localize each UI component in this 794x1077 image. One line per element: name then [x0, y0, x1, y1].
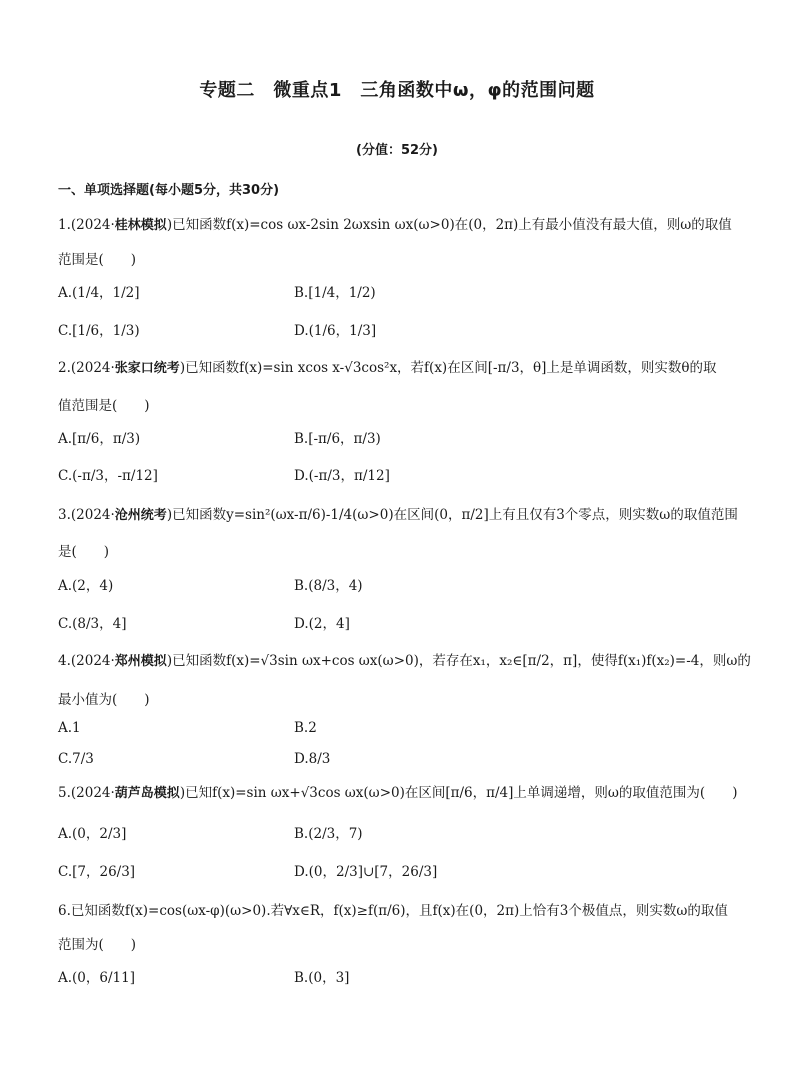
- q1-option-b: B.[1/4，1/2): [294, 285, 376, 301]
- q6-option-a: A.(0，6/11]: [58, 970, 135, 986]
- question-3-stem: [58, 505, 738, 526]
- question-1-stem-cont: 范围是( ): [58, 252, 137, 268]
- question-text: )已知函数y=sin²(ωx-π/6)-1/4(ω>0)在区间(0，π/2]上有且仅有3个零点，则实数ω的取值范围: [166, 507, 738, 523]
- question-number: 3.(2024·: [58, 507, 115, 523]
- question-6-stem: 6.已知函数f(x)=cos(ωx-φ)(ω>0).若∀x∈R，f(x)≥f(π/6)，且f(x)在(0，2π)上恰有3个极值点，则实数ω的取值: [58, 903, 728, 919]
- q4-option-c: C.7/3: [58, 751, 94, 767]
- question-source: 沧州统考: [114, 508, 167, 523]
- q2-option-a: A.[π/6，π/3): [58, 431, 141, 447]
- question-source: 葫芦岛模拟: [114, 786, 180, 801]
- q1-option-d: D.(1/6，1/3]: [294, 323, 377, 339]
- question-source: 张家口统考: [114, 361, 180, 376]
- question-3-stem-cont: 是( ): [58, 544, 110, 560]
- question-number: 1.(2024·: [58, 217, 115, 233]
- q5-option-c: C.[7，26/3]: [58, 864, 136, 880]
- q5-option-a: A.(0，2/3]: [58, 826, 127, 842]
- question-source: 桂林模拟: [114, 218, 167, 233]
- question-6-stem-cont: 范围为( ): [58, 937, 137, 953]
- score-note: (分值：52分): [356, 143, 438, 158]
- question-text: )已知函数f(x)=sin xcos x-√3cos²x，若f(x)在区间[-π/3，θ]上是单调函数，则实数θ的取: [179, 360, 717, 376]
- question-2-stem-cont: 值范围是( ): [58, 398, 150, 414]
- q3-option-b: B.(8/3，4): [294, 578, 363, 594]
- question-text: )已知函数f(x)=cos ωx-2sin 2ωxsin ωx(ω>0)在(0，2π)上有最小值没有最大值，则ω的取值: [166, 217, 732, 233]
- q4-option-b: B.2: [294, 720, 317, 736]
- question-source: 郑州模拟: [114, 654, 167, 669]
- question-number: 4.(2024·: [58, 653, 115, 669]
- q5-option-b: B.(2/3，7): [294, 826, 363, 842]
- q2-option-c: C.(-π/3，-π/12]: [58, 468, 158, 484]
- q2-option-b: B.[-π/6，π/3): [294, 431, 381, 447]
- question-number: 5.(2024·: [58, 785, 115, 801]
- q3-option-d: D.(2，4]: [294, 616, 350, 632]
- question-text: )已知函数f(x)=√3sin ωx+cos ωx(ω>0)，若存在x₁，x₂∈[π/2，π]，使得f(x₁)f(x₂)=-4，则ω的: [166, 653, 751, 669]
- section-heading: 一、单项选择题(每小题5分，共30分): [58, 183, 280, 198]
- q3-option-a: A.(2，4): [58, 578, 114, 594]
- question-text: )已知f(x)=sin ωx+√3cos ωx(ω>0)在区间[π/6，π/4]上单调递增，则ω的取值范围为( ): [179, 785, 738, 801]
- q6-option-b: B.(0，3]: [294, 970, 350, 986]
- question-1-stem: [58, 215, 732, 236]
- question-5-stem: [58, 783, 737, 804]
- q1-option-c: C.[1/6，1/3): [58, 323, 140, 339]
- q4-option-a: A.1: [58, 720, 81, 736]
- question-number: 2.(2024·: [58, 360, 115, 376]
- question-4-stem: [58, 651, 751, 672]
- q3-option-c: C.(8/3，4]: [58, 616, 127, 632]
- q2-option-d: D.(-π/3，π/12]: [294, 468, 390, 484]
- q5-option-d: D.(0，2/3]∪[7，26/3]: [294, 864, 438, 880]
- page-title: 专题二 微重点1 三角函数中ω，φ的范围问题: [199, 80, 595, 101]
- q4-option-d: D.8/3: [294, 751, 331, 767]
- question-2-stem: [58, 358, 717, 379]
- q1-option-a: A.(1/4，1/2]: [58, 285, 140, 301]
- question-4-stem-cont: 最小值为( ): [58, 692, 150, 708]
